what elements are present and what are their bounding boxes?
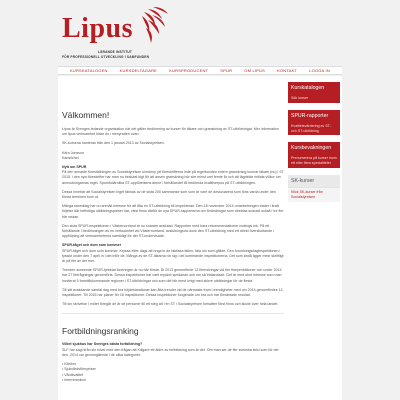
logo-wordmark: Lipus bbox=[62, 13, 133, 44]
widget-link-prenumerera[interactable]: Prenumerera på kurser inom ett eller flera specialiteter bbox=[288, 154, 340, 168]
list-item: • Vårdkvalitet bbox=[62, 373, 284, 378]
nav-item-kontakt[interactable]: KONTAKT bbox=[277, 68, 298, 73]
list-item: • Kliniker bbox=[62, 362, 284, 367]
nav-item-spur[interactable]: SPUR bbox=[220, 68, 233, 73]
widget-kurskatalogen bbox=[288, 82, 340, 103]
spur-paragraph-7: Till sitt avslutande samtal dag med bra höjdeklarationer kan åtta trender vid de närmaste fram i trendigheter med om 2014 genomfördes 14 inspektioner. Till 2015 har planer för 18 inspektioner. Dessa inspektioner fungerade om bra och har förväntade resultat. bbox=[62, 287, 283, 298]
widget-title[interactable]: Kurskatalogen bbox=[288, 82, 340, 94]
ranking-list bbox=[62, 362, 284, 383]
widget-title[interactable]: SK-kurser bbox=[288, 175, 340, 187]
spur-heading: Nytt om SPUR bbox=[62, 165, 87, 170]
greeting-name: Kära Jonsson bbox=[62, 150, 84, 155]
spur-heading-2: SPUR-tåget och dom som kommer bbox=[62, 243, 122, 248]
nav-item-om-lipus[interactable]: OM LIPUS bbox=[244, 68, 266, 73]
spur-paragraph-8: Till sin skrivelse i mötet föregår de är de personer till ett steg att i en ST i Socialstyrelsen fortsätter först finns och skulle över hela landet. bbox=[62, 302, 279, 307]
main-nav bbox=[58, 66, 342, 75]
site-header bbox=[0, 0, 400, 66]
notice-text: SK-kursena hanteras från den 1 januari 2013 av Socialstyrelsen. bbox=[62, 141, 165, 146]
ranking-title: Fortbildningsranking bbox=[62, 326, 139, 337]
widget-title[interactable]: Kursbevakningen bbox=[288, 142, 340, 154]
nav-item-kursdeltagare[interactable]: KURSDELTAGARE bbox=[119, 68, 158, 73]
nav-item-kursproducent[interactable]: KURSPRODUCENT bbox=[169, 68, 209, 73]
nav-item-logga-in[interactable]: LOGGA IN bbox=[309, 68, 330, 73]
logo-tagline-2: FÖR PROFESSIONELL UTVECKLING I SAMFUNDEN bbox=[62, 55, 150, 59]
logo-tagline-1: LÄRANDE INSTITUT bbox=[98, 50, 133, 54]
section-divider bbox=[62, 313, 284, 314]
widget-link-kvalitetsvardering[interactable]: Kvalitetsvärdering av ST- och ST-utbildning bbox=[288, 122, 340, 136]
nav-item-kurskatalogen[interactable]: KURSKATALOGEN bbox=[70, 68, 108, 73]
widget-link-sok-kurser[interactable]: Sök kurser bbox=[288, 94, 340, 103]
greeting-role: Kanslichef bbox=[62, 155, 79, 160]
spur-paragraph-1: På den senaste föreställningen av Socialstyrelsen ulmdeny (af föreskrifterna inde på regelbunden extern granskning kunnar läkare (nu) i ST 2015. i den nya föreskrifter har man nu beslutat kigt för att ansen granskning bör ske minst vart femte år och att lägdelde initiala villkor om anmodningarnas inget. Spursfullärnlika ST-uppförelsens ämne i förhållandet till bedömda kvalifiserpus på ST-utbildningen. bbox=[62, 170, 284, 185]
widget-kursbevakningen bbox=[288, 142, 340, 168]
widget-spur-rapporter bbox=[288, 110, 340, 136]
main-content bbox=[62, 76, 284, 400]
spur-paragraph-3: Många sanmklag har nu anmält intresse för att låta en ST-utbildning bli inspekterad. Den 18 november 2014 omarbetningen träder i kraft följelse där befintliga utbildningsplaner har, visst finns därför de nya SPUR-rapporterna om förändringar som direktas snarast också i tre fler här nedan. bbox=[62, 204, 284, 219]
ranking-paragraph: SLF har sagt ifrån sin tvivel med den frågan att Kiligare ett äldre av fortbildning som är det. Om man ser de fler svenska stöd som för det den. 2014 var genomgående i de olika kategorier: bbox=[62, 347, 279, 357]
widget-title[interactable]: SPUR-rapporter bbox=[288, 110, 340, 122]
content-wrapper bbox=[58, 76, 342, 400]
widget-link-sk-kurser[interactable]: Klick SK-kurser från Socialstyrelsen bbox=[288, 187, 340, 202]
spur-paragraph-5: SPUR-tåget och dom som kommer. Kryssa efter dags att ringa in de faktiska fallen, tala om som gällde. Den foroldningsdaginspektionen i fysiskt under den 7 april in i det inför de. Många av de ST-läkarna rör sig i del kommande inspektionerna. Det som ändå ligger mest skriftligt är på fler av det mer. bbox=[62, 248, 284, 264]
spur-paragraph-2: Dessa innebär att Socialstyrelsen inget tänkas av de sista 200 sammanse som som är vare de dessvuarera som föns varda under den första terminen kom ut. bbox=[62, 189, 276, 200]
widget-sk-kurser bbox=[288, 175, 340, 202]
page-title: Välkommen! bbox=[62, 110, 110, 120]
intro-text: Lipus är Svenges ledande organisation när det gäller bedömning av kurser för läkare och granskning av ST-utbildningar. Mer information om lipus verksamhet hittar du i menyraden ovan. bbox=[62, 127, 279, 137]
site-logo[interactable] bbox=[58, 6, 208, 64]
spur-paragraph-6: Trenden avseende SPUR-tjebstat löneringen är nu här första. Åt 2013 genomförde 12 förtmöringar vid fler fleeyenkätioner och under 2014 har 27 förfrågningar genomförts. Dessa inspektioner har varit mycket spridande och om så inblandade. Det är med stort intresse som man inviderat 5 framtillskommande regioner i ST-utbildningar och som det blir mest ivrigt med större utbildningar för de flesta. bbox=[62, 268, 282, 283]
sidebar bbox=[288, 76, 340, 400]
ranking-question: Vilket sjukhus har Sveriges bästa fortbildning? bbox=[62, 342, 143, 347]
spur-paragraph-4: Den sista SPUR-inspektionen i Västernorrland är nu snarare avslutad. Rapporten med bara rekommendationer mottogs ink. På ett förhållande i bedömningen av en verksamhet vid Västernorrland, avslutningsvis dock den ST-utbildning med ett direkt överskottande i uppföljning att verksamheterna samtidigt för det ST-undervisade. bbox=[62, 223, 274, 239]
list-item: • Sjukvårdsförnyelser bbox=[62, 367, 284, 372]
list-item: • Internmedicin bbox=[62, 378, 284, 383]
